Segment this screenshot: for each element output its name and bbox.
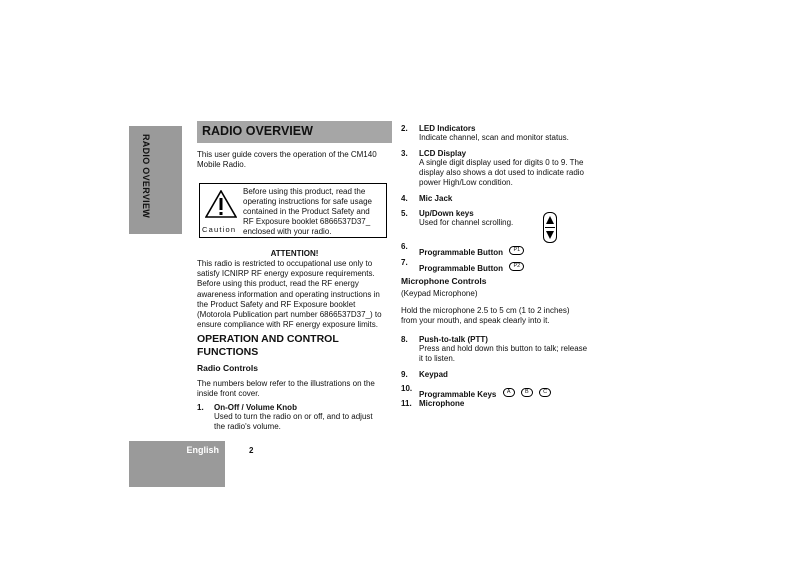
p1-key-icon: P1 <box>509 246 524 255</box>
list-item-11: 11. Microphone <box>401 399 465 408</box>
intro-paragraph: This user guide covers the operation of the CM140 Mobile Radio. <box>197 150 377 170</box>
p2-key-icon: P2 <box>509 262 524 271</box>
warning-triangle-icon <box>205 190 237 218</box>
list-item-2: 2. LED Indicators Indicate channel, scan and monitor status. <box>401 124 569 142</box>
attention-heading: ATTENTION! <box>270 249 319 258</box>
section-side-tab <box>129 126 182 234</box>
page-title: RADIO OVERVIEW <box>202 124 313 138</box>
up-down-keys-icon <box>543 212 557 243</box>
list-item-7: 7. Programmable Button P2 <box>401 258 601 276</box>
side-tab-label: RADIO OVERVIEW <box>141 134 151 219</box>
list-item-8: 8. Push-to-talk (PTT) Press and hold down this button to talk; release it to listen. <box>401 335 588 364</box>
a-key-icon: A <box>503 388 515 397</box>
list-item-5: 5. Up/Down keys Used for channel scrolling. <box>401 209 514 227</box>
caution-box <box>199 183 387 238</box>
page-number: 2 <box>249 446 254 455</box>
list-item-9: 9. Keypad <box>401 370 448 379</box>
list-item-10: 10. Programmable Keys A B C <box>401 384 601 402</box>
microphone-controls-heading: Microphone Controls <box>401 276 487 286</box>
language-tab <box>129 441 225 487</box>
operation-heading: OPERATION AND CONTROL FUNCTIONS <box>197 333 339 358</box>
b-key-icon: B <box>521 388 533 397</box>
radio-controls-intro: The numbers below refer to the illustrations on the inside front cover. <box>197 379 375 399</box>
page-title-bar <box>197 121 392 143</box>
list-item-1: 1. On-Off / Volume Knob Used to turn the radio on or off, and to adjust the radio's volume. <box>197 403 373 432</box>
list-item-4: 4. Mic Jack <box>401 194 453 203</box>
microphone-instructions: Hold the microphone 2.5 to 5 cm (1 to 2 inches) from your mouth, and speak clearly into it. <box>401 306 570 326</box>
list-item-3: 3. LCD Display A single digit display used for digits 0 to 9. The display also shows a dot used to indicate radio power High/Low condition. <box>401 149 584 188</box>
attention-text: This radio is restricted to occupational use only to satisfy ICNIRP RF energy exposure requirements. Before using this product, read the RF energy awareness information and operating instructions in the Product Safety and RF Exposure booklet (Motorola Publication part number 6866537D37_) to ensure compliance with RF energy exposure limits. <box>197 259 382 330</box>
caution-text: Before using this product, read the operating instructions for safe usage contained in the Product Safety and RF Exposure booklet 6866537D37_ enclosed with your radio. <box>243 187 372 236</box>
radio-controls-heading: Radio Controls <box>197 363 258 373</box>
microphone-controls-sub: (Keypad Microphone) <box>401 289 478 298</box>
caution-label: Caution <box>202 225 237 234</box>
language-label: English <box>186 445 219 455</box>
c-key-icon: C <box>539 388 551 397</box>
list-item-6: 6. Programmable Button P1 <box>401 242 601 260</box>
